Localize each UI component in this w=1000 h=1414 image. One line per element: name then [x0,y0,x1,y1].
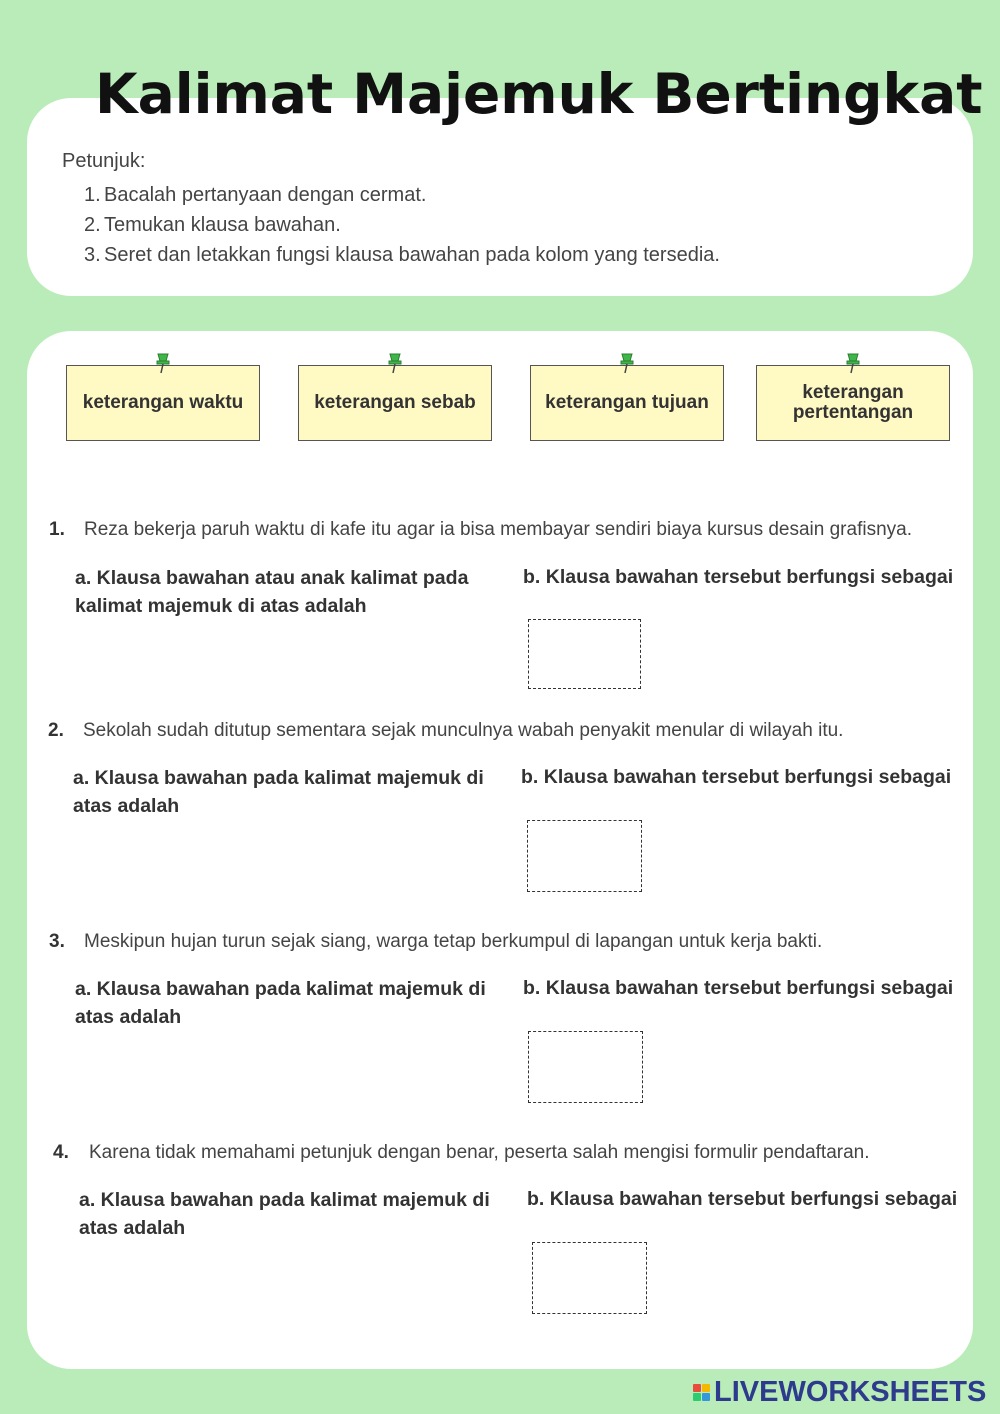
question-part-b: b. Klausa bawahan tersebut berfungsi sebagai [523,566,954,588]
question-text: Sekolah sudah ditutup sementara sejak munculnya wabah penyakit menular di wilayah itu. [83,720,844,741]
pin-icon [155,352,171,374]
pin-icon [387,352,403,374]
instructions-label: Petunjuk: [62,150,146,172]
question-number: 4. [53,1142,69,1163]
liveworksheets-logo [693,1376,986,1409]
question-text: Karena tidak memahami petunjuk dengan benar, peserta salah mengisi formulir pendaftaran. [89,1142,870,1163]
answer-tile-keterangan-tujuan[interactable] [530,365,724,441]
logo-mark-icon [693,1384,710,1401]
question-part-b: b. Klausa bawahan tersebut berfungsi sebagai [527,1188,958,1210]
question-text: Meskipun hujan turun sejak siang, warga tetap berkumpul di lapangan untuk kerja bakti. [84,931,823,952]
brand-name: LIVEWORKSHEETS [714,1376,987,1408]
pin-icon [619,352,635,374]
question-number: 1. [49,519,65,540]
pin-icon [845,352,861,374]
question-number: 3. [49,931,65,952]
answer-drop-zone[interactable] [527,820,642,892]
tile-label: keterangan tujuan [545,392,709,413]
question-part-a: a. Klausa bawahan pada kalimat majemuk di atas adalah [75,978,486,1028]
instruction-step: 2. Temukan klausa bawahan. [84,214,341,236]
instruction-step: 1. Bacalah pertanyaan dengan cermat. [84,184,427,206]
question-part-a: a. Klausa bawahan pada kalimat majemuk di atas adalah [73,767,484,817]
answer-drop-zone[interactable] [532,1242,647,1314]
question-part-a: a. Klausa bawahan pada kalimat majemuk di atas adalah [79,1189,490,1239]
question-part-b: b. Klausa bawahan tersebut berfungsi sebagai [523,977,954,999]
question-part-a: a. Klausa bawahan atau anak kalimat pada kalimat majemuk di atas adalah [75,567,469,617]
answer-tile-keterangan-sebab[interactable] [298,365,492,441]
tile-label: keterangan sebab [314,392,476,413]
instruction-step: 3. Seret dan letakkan fungsi klausa bawahan pada kolom yang tersedia. [84,244,720,266]
instructions-list [84,180,720,270]
worksheet-title: Kalimat Majemuk Bertingkat [95,62,983,126]
question-text: Reza bekerja paruh waktu di kafe itu agar ia bisa membayar sendiri biaya kursus desain grafisnya. [84,519,912,540]
answer-drop-zone[interactable] [528,619,641,689]
question-number: 2. [48,720,64,741]
tile-label: keterangan pertentangan [792,382,914,423]
answer-tile-keterangan-waktu[interactable] [66,365,260,441]
question-part-b: b. Klausa bawahan tersebut berfungsi sebagai [521,766,952,788]
answer-drop-zone[interactable] [528,1031,643,1103]
tile-label: keterangan waktu [82,392,244,413]
answer-tile-keterangan-pertentangan[interactable] [756,365,950,441]
